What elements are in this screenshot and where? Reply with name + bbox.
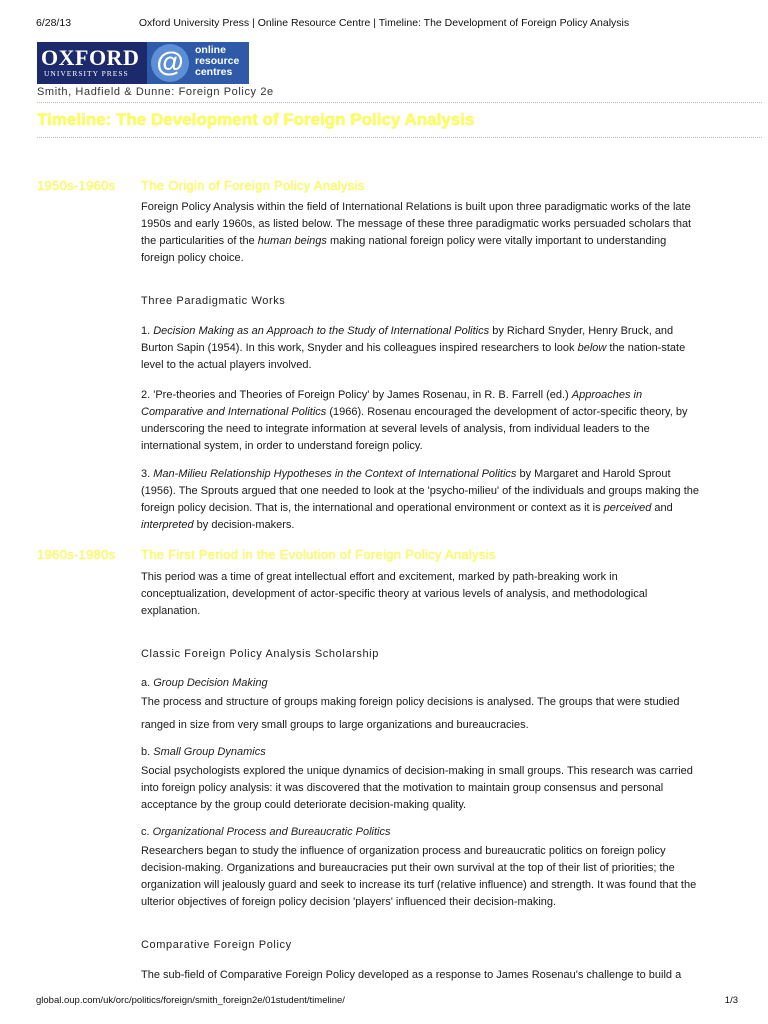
- list-item: 2. 'Pre-theories and Theories of Foreign Policy' by James Rosenau, in R. B. Farrell (ed.) Approaches in Comparative and International Politics (1966). Rosenau encouraged the development of actor-specific theory, by underscoring the need to integrate information at several levels of analysis, from individual leaders to the international system, in order to understand foreign policy.: [141, 389, 688, 452]
- era-label: 1960s-1980s: [37, 547, 116, 562]
- logo-press-text: UNIVERSITY PRESS: [44, 69, 129, 78]
- item-text: Social psychologists explored the unique dynamics of decision-making in small groups. This research was carried into foreign policy analysis: it was discovered that the motivation to maintain group consensus and personal acceptance by the group could deteriorate decision-making quality.: [141, 765, 693, 811]
- era-label: 1950s-1960s: [37, 178, 116, 193]
- subheading: Comparative Foreign Policy: [141, 939, 292, 951]
- print-date: 6/28/13: [36, 17, 72, 29]
- item-text: The sub-field of Comparative Foreign Policy developed as a response to James Rosenau's challenge to build a: [141, 969, 682, 981]
- list-item: 3. Man-Milieu Relationship Hypotheses in the Context of International Politics by Margaret and Harold Sprout (1956). The Sprouts argued that one needed to look at the 'psycho-milieu' of the individuals and groups making the foreign policy decision. That is, the international and operational environment or context as it is perceived and interpreted by decision-makers.: [141, 468, 700, 531]
- page-title: Timeline: The Development of Foreign Policy Analysis: [37, 110, 475, 129]
- subheading: Classic Foreign Policy Analysis Scholarship: [141, 648, 379, 660]
- book-subtitle: Smith, Hadfield & Dunne: Foreign Policy 2e: [37, 86, 274, 98]
- section-heading: The First Period in the Evolution of Foreign Policy Analysis: [141, 547, 496, 562]
- divider: [37, 137, 762, 138]
- oxford-logo: [37, 42, 147, 84]
- section-intro: Foreign Policy Analysis within the field of International Relations is built upon three paradigmatic works of the late 1950s and early 1960s, as listed below. The message of these three paradigmatic works persuaded scholars that the particularities of the human beings making national foreign policy were vitally important to understanding foreign policy choice.: [141, 201, 692, 264]
- logo-orc-line2: resource: [195, 55, 240, 67]
- print-header: [0, 17, 768, 31]
- section-intro: This period was a time of great intellectual effort and excitement, marked by path-breaking work in conceptualization, development of actor-specific theory at various levels of analysis, and methodological explanation.: [141, 571, 648, 617]
- orc-logo: [147, 42, 249, 84]
- item-heading: b. Small Group Dynamics: [141, 746, 266, 758]
- item-heading: a. Group Decision Making: [141, 677, 268, 689]
- list-item: 1. Decision Making as an Approach to the Study of International Politics by Richard Snyder, Henry Bruck, and Burton Sapin (1954). In this work, Snyder and his colleagues inspired researchers to look below the nation-state level to the actual players involved.: [141, 325, 686, 371]
- divider: [37, 102, 762, 103]
- logo-oxford-text: OXFORD: [41, 45, 140, 70]
- logo-orc-line3: centres: [195, 66, 233, 78]
- page-url: global.oup.com/uk/orc/politics/foreign/smith_foreign2e/01student/timeline/: [36, 995, 345, 1006]
- oup-orc-logo[interactable]: [37, 42, 249, 84]
- item-text: Researchers began to study the influence of organization process and bureaucratic politics on foreign policy decision-making. Organizations and bureaucracies put their own survival at the top of their list of priorities; the organization will jealously guard and seek to increase its turf (relative influence) and strength. It was found that the ulterior objectives of foreign policy decision 'players' influenced their decision-making.: [141, 845, 697, 908]
- at-symbol-icon: @: [151, 44, 189, 82]
- item-heading: c. Organizational Process and Bureaucratic Politics: [141, 826, 391, 838]
- logo-orc-line1: online: [195, 44, 226, 56]
- logo-orc-text: [195, 45, 239, 78]
- page-number: 1/3: [724, 995, 738, 1006]
- item-text: The process and structure of groups making foreign policy decisions is analysed. The groups that were studied: [141, 696, 680, 708]
- print-page-title: Oxford University Press | Online Resource Centre | Timeline: The Development of Foreign Policy Analysis: [138, 17, 630, 29]
- section-heading: The Origin of Foreign Policy Analysis: [141, 178, 365, 193]
- subheading: Three Paradigmatic Works: [141, 295, 286, 307]
- item-text: ranged in size from very small groups to large organizations and bureaucracies.: [141, 719, 529, 731]
